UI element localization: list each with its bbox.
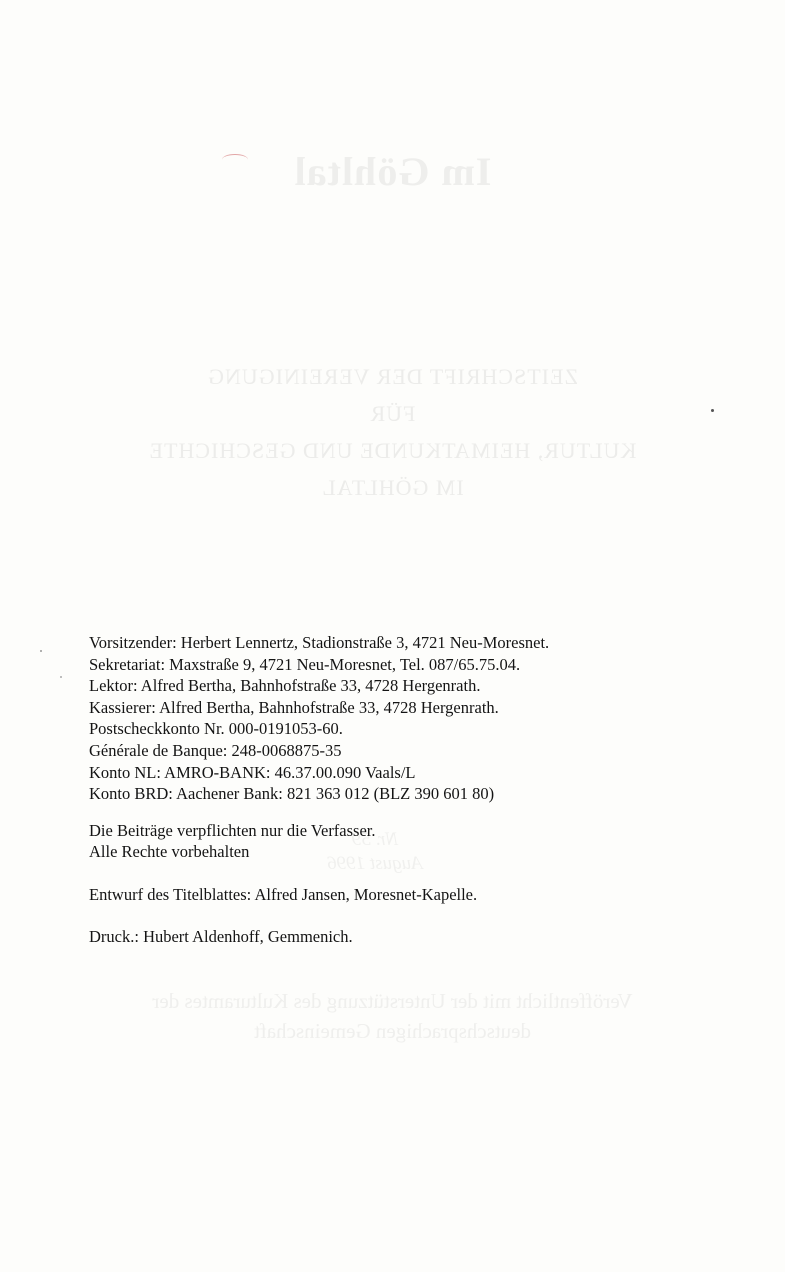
imprint-contact-line: Vorsitzender: Herbert Lennertz, Stadionstraße 3, 4721 Neu-Moresnet. bbox=[89, 633, 550, 652]
show-through-issue-number: Nr. 59 bbox=[351, 829, 399, 850]
imprint-contact-line: Postscheckkonto Nr. 000-0191053-60. bbox=[89, 719, 343, 739]
spacer bbox=[89, 863, 549, 884]
show-through-subtitle-line: KULTUR, HEIMATKUNDE UND GESCHICHTE bbox=[148, 438, 637, 463]
spacer bbox=[89, 805, 549, 820]
dust-speck bbox=[40, 650, 42, 652]
show-through-subtitle-line: ZEITSCHRIFT DER VEREINIGUNG bbox=[207, 364, 578, 389]
disclaimer-line: Die Beiträge verpflichten nur die Verfasser. bbox=[89, 820, 376, 840]
imprint-contact-line: Konto NL: AMRO-BANK: 46.37.00.090 Vaals/L bbox=[89, 762, 416, 782]
show-through-subtitle bbox=[0, 358, 785, 506]
dust-speck bbox=[711, 409, 714, 412]
imprint-contact-line: Générale de Banque: 248-0068875-35 bbox=[89, 740, 342, 760]
show-through-subtitle-line: FÜR bbox=[369, 401, 416, 426]
imprint-block bbox=[89, 632, 549, 947]
imprint-contact-line: Konto BRD: Aachener Bank: 821 363 012 (BLZ 390 601 80) bbox=[89, 784, 495, 804]
printer-credit: Druck.: Hubert Aldenhoff, Gemmenich. bbox=[89, 926, 353, 946]
disclaimer-line: Alle Rechte vorbehalten bbox=[89, 842, 250, 862]
spacer bbox=[89, 906, 549, 926]
imprint-contact-line: Kassierer: Alfred Bertha, Bahnhofstraße 33, 4728 Hergenrath. bbox=[89, 697, 499, 717]
red-pen-mark bbox=[222, 154, 248, 165]
cover-design-credit: Entwurf des Titelblattes: Alfred Jansen, Moresnet-Kapelle. bbox=[89, 884, 478, 904]
show-through-title: Im Göhltal bbox=[293, 149, 492, 194]
dust-speck bbox=[60, 676, 62, 678]
show-through-subtitle-line: IM GÖHLTAL bbox=[321, 475, 464, 500]
show-through-footer-line: Veröffentlicht mit der Unterstützung des Kulturamtes der bbox=[152, 989, 633, 1013]
imprint-contact-line: Lektor: Alfred Bertha, Bahnhofstraße 33, 4728 Hergenrath. bbox=[89, 676, 481, 696]
show-through-footer-line: deutschsprachigen Gemeinschaft bbox=[254, 1019, 531, 1043]
show-through-issue-date: August 1996 bbox=[327, 853, 423, 874]
show-through-footer bbox=[0, 986, 785, 1046]
imprint-contact-line: Sekretariat: Maxstraße 9, 4721 Neu-Moresnet, Tel. 087/65.75.04. bbox=[89, 654, 521, 674]
